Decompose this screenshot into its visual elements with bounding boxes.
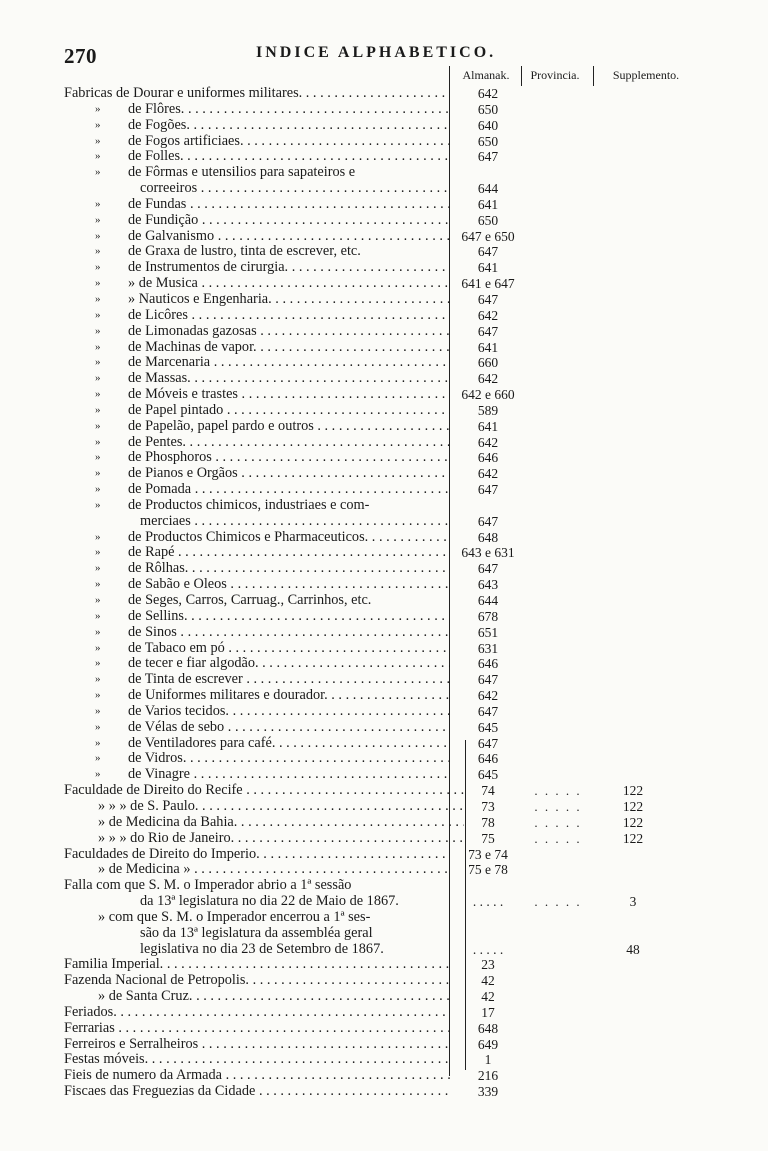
entry-label: merciaes . . . [140,514,450,530]
index-row [0,894,768,910]
index-row [0,340,768,356]
provincia-page: . . . . . [534,830,582,846]
almanak-page: 42 [481,973,495,989]
ditto-mark: » [95,530,101,543]
provincia-page: . . . . . [534,783,582,799]
entry-label: de Folles. . . . [128,149,450,165]
index-row [0,355,768,371]
index-row [0,435,768,451]
index-row [0,609,768,625]
entry-label: de Papel pintado . . . [128,403,450,419]
provincia-page: . . . . . [534,814,582,830]
almanak-page: 648 [477,529,499,545]
index-row [0,134,768,150]
entry-label: de Flôres. . . . [128,102,450,118]
entry-label: de Fogões. . . . [128,118,450,134]
index-row [0,213,768,229]
entry-label: » com que S. M. o Imperador encerrou a 1ª ses- [98,909,371,925]
entry-label: de Fundas . . . [128,197,450,213]
ditto-mark: » [95,134,101,147]
index-row [0,482,768,498]
almanak-page: 649 [477,1036,499,1052]
index-row [0,926,768,942]
ditto-mark: » [95,213,101,226]
index-row [0,165,768,181]
almanak-page: 648 [477,1020,499,1036]
index-row [0,720,768,736]
ditto-mark: » [95,467,101,480]
entry-label: Faculdades de Direito do Imperio. . . . [64,847,450,863]
page-number: 270 [64,44,97,68]
index-row [0,229,768,245]
provincia-page: . . . . . [534,798,582,814]
entry-label: da 13ª legislatura no dia 22 de Maio de 1867. [140,894,399,910]
column-header-provincia: Provincia. [530,68,580,82]
ditto-mark: » [95,197,101,210]
index-row [0,371,768,387]
entry-label: » Nauticos e Engenharia. . . . [128,292,450,308]
index-row [0,688,768,704]
supplemento-page: 122 [622,814,644,830]
supplemento-page: 3 [629,894,637,910]
index-row [0,878,768,894]
ditto-mark: » [95,372,101,385]
ditto-mark: » [95,324,101,337]
ditto-mark: » [95,483,101,496]
entry-label: de tecer e fiar algodão. . . . [128,656,450,672]
ditto-mark: » [95,261,101,274]
entry-label: de Fôrmas e utensilios para sapateiros e [128,165,356,181]
index-row [0,561,768,577]
almanak-page: 74 [481,783,495,799]
index-row [0,847,768,863]
entry-label: de Fundição . . . [128,213,450,229]
index-row [0,197,768,213]
almanak-page: 642 [477,307,499,323]
ditto-mark: » [95,277,101,290]
supplemento-page: 122 [622,798,644,814]
ditto-mark: » [95,720,101,733]
entry-label: Fabricas de Dourar e uniformes militares. . . . [64,86,450,102]
index-row [0,704,768,720]
almanak-page: 646 [477,751,499,767]
entry-label: » de Medicina » . . . [98,862,450,878]
index-row [0,910,768,926]
almanak-page: 23 [481,957,495,973]
almanak-page: 647 [477,735,499,751]
almanak-page: 678 [477,608,499,624]
almanak-page: 589 [477,402,499,418]
entry-label: de Rôlhas. . . . [128,561,450,577]
index-row [0,577,768,593]
entry-label: de Marcenaria . . . [128,355,450,371]
almanak-page: 651 [477,624,499,640]
ditto-mark: » [95,308,101,321]
almanak-page: 642 [477,466,499,482]
column-header-supplemento: Supplemento. [612,68,680,82]
almanak-page: 75 e 78 [468,862,508,878]
entry-label: Ferrarias . . . [64,1021,450,1037]
ditto-mark: » [95,768,101,781]
almanak-page: 650 [477,212,499,228]
almanak-page: 642 e 660 [461,387,515,403]
almanak-page: 647 [477,323,499,339]
entry-label: » » » do Rio de Janeiro. . . . [98,831,464,847]
ditto-mark: » [95,403,101,416]
almanak-page: 646 [477,450,499,466]
entry-label: de Productos chimicos, industriaes e com- [128,497,370,513]
index-row [0,942,768,958]
almanak-page: 631 [477,640,499,656]
ditto-mark: » [95,594,101,606]
index-row [0,86,768,102]
entry-label: são da 13ª legislatura da assembléa geral [140,925,373,941]
index-row [0,498,768,514]
almanak-page: 78 [481,814,495,830]
ditto-mark: » [95,625,101,638]
almanak-page: 73 e 74 [468,846,508,862]
almanak-page: 647 [477,561,499,577]
entry-label: de Fogos artificiaes. . . . [128,134,450,150]
almanak-page: 641 [477,418,499,434]
index-row [0,815,768,831]
entry-label: Falla com que S. M. o Imperador abrio a 1ª sessão [64,878,352,894]
almanak-page: 647 e 650 [461,228,515,244]
almanak-page: 646 [477,656,499,672]
almanak-page: 1 [484,1052,492,1068]
almanak-page: 641 [477,260,499,276]
index-row [0,149,768,165]
entry-label: Fazenda Nacional de Petropolis. . . . [64,973,450,989]
index-row [0,1021,768,1037]
supplemento-page: 122 [622,830,644,846]
index-row [0,181,768,197]
ditto-mark: » [95,229,101,242]
entry-label: de Sinos . . . [128,625,450,641]
almanak-page: 647 [477,244,499,260]
entry-label: de Pianos e Orgãos . . . [128,466,450,482]
index-row [0,545,768,561]
supplemento-page: 122 [622,783,644,799]
ditto-mark: » [95,150,101,163]
index-row [0,260,768,276]
ditto-mark: » [95,752,101,765]
index-row [0,466,768,482]
ditto-mark: » [95,166,101,179]
entry-label: Festas móveis. . . . [64,1052,450,1068]
entry-label: de Graxa de lustro, tinta de escrever, etc. [128,244,361,260]
provincia-page: . . . . . [534,894,582,910]
almanak-page: 644 [477,181,499,197]
ditto-mark: » [95,641,101,654]
entry-label: de Ventiladores para café. . . . [128,736,450,752]
index-row [0,736,768,752]
entry-label: Fieis de numero da Armada . . . [64,1068,450,1084]
index-row [0,244,768,260]
index-row [0,1084,768,1100]
index-row [0,783,768,799]
entry-label: de Licôres . . . [128,308,450,324]
almanak-page: 647 [477,149,499,165]
almanak-page: 643 e 631 [461,545,515,561]
almanak-page: 650 [477,133,499,149]
entry-label: » de Medicina da Bahia. . . . [98,815,464,831]
index-row [0,276,768,292]
entry-label: de Seges, Carros, Carruag., Carrinhos, etc. [128,593,372,608]
index-row [0,419,768,435]
entry-label: » de Musica . . . [128,276,450,292]
almanak-page: 17 [481,1004,495,1020]
entry-label: de Tinta de escrever . . . [128,672,450,688]
page-title: INDICE ALPHABETICO. [256,44,497,61]
entry-label: de Papelão, papel pardo e outros . . . [128,419,450,435]
almanak-page: 645 [477,719,499,735]
almanak-page: 640 [477,117,499,133]
index-row [0,831,768,847]
almanak-page: . . . . . [472,894,504,910]
ditto-mark: » [95,388,101,401]
almanak-page: 647 [477,672,499,688]
index-row [0,1005,768,1021]
ditto-mark: » [95,419,101,432]
ditto-mark: » [95,340,101,353]
entry-label: de Pomada . . . [128,482,450,498]
entry-label: de Vidros. . . . [128,751,450,767]
ditto-mark: » [95,102,101,115]
entry-label: de Sellins. . . . [128,609,450,625]
ditto-mark: » [95,609,101,622]
index-row [0,387,768,403]
index-row [0,973,768,989]
index-row [0,656,768,672]
ditto-mark: » [95,704,101,717]
index-row [0,989,768,1005]
almanak-page: 660 [477,355,499,371]
index-row [0,672,768,688]
almanak-page: 642 [477,86,499,101]
index-row [0,292,768,308]
index-entries [0,86,768,1100]
entry-label: de Phosphoros . . . [128,450,450,466]
column-divider [521,66,522,86]
index-row [0,641,768,657]
entry-label: de Sabão e Oleos . . . [128,577,450,593]
almanak-page: 645 [477,767,499,783]
index-row [0,625,768,641]
almanak-page: 647 [477,482,499,498]
almanak-page: 641 [477,339,499,355]
entry-label: correeiros . . . [140,181,450,197]
ditto-mark: » [95,451,101,464]
index-row [0,799,768,815]
column-header-almanak: Almanak. [462,68,510,82]
ditto-mark: » [95,435,101,448]
entry-label: Feriados. . . . [64,1005,450,1021]
entry-label: de Productos Chimicos e Pharmaceuticos. . . . [128,530,450,546]
column-divider [593,66,594,86]
almanak-page: 641 e 647 [461,276,515,292]
index-row [0,1068,768,1084]
entry-label: de Rapé . . . [128,545,450,561]
entry-label: Familia Imperial. . . . [64,957,450,973]
almanak-page: 644 [477,593,499,608]
index-row [0,450,768,466]
almanak-page: 339 [477,1084,499,1100]
entry-label: de Vinagre . . . [128,767,450,783]
ditto-mark: » [95,546,101,559]
ditto-mark: » [95,657,101,670]
ditto-mark: » [95,118,101,131]
index-row [0,862,768,878]
almanak-page: 647 [477,703,499,719]
index-row [0,403,768,419]
index-row [0,530,768,546]
index-row [0,751,768,767]
entry-label: de Instrumentos de cirurgia. . . . [128,260,450,276]
entry-label: » » » de S. Paulo. . . . [98,799,464,815]
almanak-page: 42 [481,989,495,1005]
almanak-page: 647 [477,291,499,307]
entry-label: de Galvanismo . . . [128,229,450,245]
index-row [0,767,768,783]
ditto-mark: » [95,562,101,575]
almanak-page: 641 [477,196,499,212]
index-row [0,514,768,530]
index-row [0,324,768,340]
almanak-page: 650 [477,101,499,117]
entry-label: » de Santa Cruz. . . . [98,989,450,1005]
supplemento-page: 48 [626,941,640,957]
entry-label: de Varios tecidos. . . . [128,704,450,720]
ditto-mark: » [95,245,101,258]
almanak-page: 216 [477,1068,499,1084]
entry-label: de Vélas de sebo . . . [128,720,450,736]
almanak-page: 642 [477,688,499,704]
index-row [0,593,768,609]
ditto-mark: » [95,292,101,305]
entry-label: de Massas. . . . [128,371,450,387]
index-row [0,118,768,134]
index-row [0,1037,768,1053]
entry-label: de Uniformes militares e dourador. . . . [128,688,450,704]
almanak-page: 75 [481,830,495,846]
ditto-mark: » [95,498,101,511]
almanak-page: 647 [477,513,499,529]
almanak-page: 643 [477,577,499,593]
ditto-mark: » [95,689,101,702]
index-row [0,957,768,973]
ditto-mark: » [95,578,101,591]
index-row [0,102,768,118]
entry-label: de Machinas de vapor. . . . [128,340,450,356]
almanak-page: 642 [477,371,499,387]
index-row [0,1052,768,1068]
entry-label: Fiscaes das Freguezias da Cidade . . . [64,1084,450,1100]
entry-label: Ferreiros e Serralheiros . . . [64,1037,450,1053]
entry-label: Faculdade de Direito do Recife . . . [64,783,464,799]
ditto-mark: » [95,673,101,686]
almanak-page: 642 [477,434,499,450]
index-row [0,308,768,324]
ditto-mark: » [95,356,101,369]
ditto-mark: » [95,736,101,749]
entry-label: de Móveis e trastes . . . [128,387,450,403]
entry-label: de Limonadas gazosas . . . [128,324,450,340]
almanak-page: . . . . . [472,941,504,957]
entry-label: legislativa no dia 23 de Setembro de 1867. [140,941,384,957]
almanak-page: 73 [481,798,495,814]
entry-label: de Tabaco em pó . . . [128,641,450,657]
entry-label: de Pentes. . . . [128,435,450,451]
